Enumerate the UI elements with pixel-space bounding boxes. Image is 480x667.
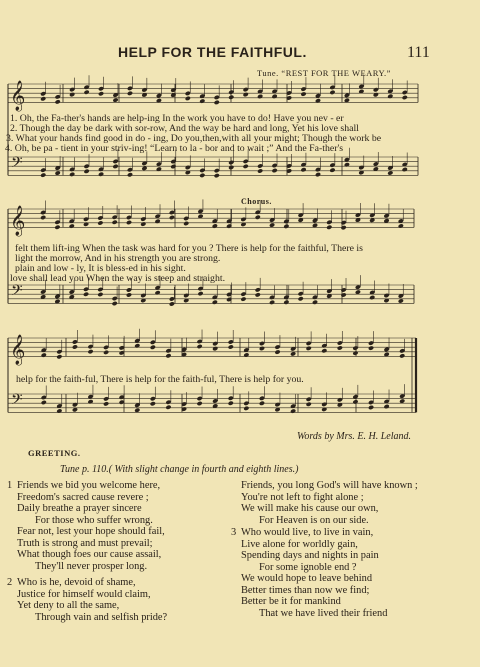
verse-line: Friends, you long God's will have known ; (241, 480, 418, 491)
greeting-tune-note: Tune p. 110.( With slight change in fourth and eighth lines.) (60, 464, 299, 475)
note-head (150, 401, 156, 406)
verse-line: Yet deny to all the same, (17, 600, 120, 611)
note-head (112, 164, 118, 169)
verse-line: Who would live, to live in vain, (241, 527, 374, 538)
page-number: 111 (407, 44, 430, 61)
note-head (165, 405, 171, 410)
note-head (155, 290, 161, 295)
note-head (274, 349, 280, 354)
note-head (212, 346, 218, 351)
note-head (384, 404, 390, 409)
verse-line: Daily breathe a prayer sincere (17, 503, 142, 514)
note-head (214, 173, 220, 178)
note-head (306, 346, 312, 351)
note-head (398, 298, 404, 303)
note-head (259, 401, 265, 406)
note-head (72, 344, 78, 349)
note-head (197, 344, 203, 349)
note-head (214, 100, 220, 105)
note-head (185, 96, 191, 101)
note-head (399, 353, 405, 358)
note-head (369, 295, 375, 300)
verse-line: Through vain and selfish pride? (35, 611, 168, 623)
bass-clef-icon: 𝄢 (11, 282, 23, 303)
lyric-line: love shall lead you When the way is steep and straight. (10, 273, 226, 284)
verse-line: For Heaven is on our side. (259, 514, 369, 526)
verse-line: Friends we bid you welcome here, (17, 480, 161, 491)
note-head (69, 172, 75, 177)
note-head (134, 343, 140, 348)
verse-number: 3 (231, 527, 237, 538)
verse-line: For some ignoble end ? (259, 561, 357, 573)
note-head (98, 91, 104, 96)
verse-2-continued (241, 480, 418, 526)
lyric-line: 3. What your hands find good in do - ing, Do you,then,with all your might; Though the work be (6, 133, 382, 144)
verse-line: You're not left to fight alone ; (241, 491, 364, 503)
note-head (126, 292, 132, 297)
verse-line: Freedom's sacred cause revere ; (17, 491, 149, 503)
note-head (183, 221, 189, 226)
note-head (98, 172, 104, 177)
note-head (170, 164, 176, 169)
note-head (272, 94, 278, 99)
verse-line: Truth is strong and must prevail; (17, 537, 153, 549)
note-head (87, 349, 93, 354)
greeting-title: GREETING. (28, 448, 81, 458)
note-head (352, 399, 358, 404)
note-head (315, 172, 321, 177)
verse-line: They'll never prosper long. (35, 560, 148, 572)
note-head (97, 220, 103, 225)
note-head (212, 300, 218, 305)
verse-1 (7, 480, 165, 572)
verse-3 (231, 527, 388, 619)
note-head (83, 292, 89, 297)
note-head (398, 223, 404, 228)
note-head (197, 401, 203, 406)
note-head (140, 221, 146, 226)
note-head (283, 224, 289, 229)
note-head (341, 292, 347, 297)
note-head (55, 170, 61, 175)
lyric-line: help for the faith-ful, There is help for the faith-ful, There is help for you. (16, 374, 304, 385)
verse-line: Better times than now we find; (241, 584, 370, 596)
treble-clef-icon: 𝄞 (10, 81, 26, 111)
note-head (344, 162, 350, 167)
tune-label: Tune. “REST FOR THE WEARY.” (257, 68, 391, 78)
note-head (257, 94, 263, 99)
note-head (169, 215, 175, 220)
note-head (40, 172, 46, 177)
note-head (337, 345, 343, 350)
note-head (312, 300, 318, 305)
note-head (368, 405, 374, 410)
note-head (155, 219, 161, 224)
note-head (243, 406, 249, 411)
note-head (112, 220, 118, 225)
lyric-line: 2. Though the day be dark with sor-row, And the way be hard and long, Yet his love shall (10, 123, 359, 134)
note-head (165, 353, 171, 358)
note-head (329, 90, 335, 95)
note-head (83, 222, 89, 227)
note-head (112, 97, 118, 102)
note-head (298, 296, 304, 301)
verse-number: 1 (7, 480, 13, 491)
verse-number: 2 (7, 577, 13, 588)
lyric-line: 4. Oh, be pa - tient in your striv-ing! “Learn to la - bor and to wait ;” And the Fa-ther's (5, 143, 344, 154)
note-head (257, 168, 263, 173)
verse-line: Live alone for worldly gain, (241, 538, 358, 550)
note-head (368, 345, 374, 350)
note-head (272, 168, 278, 173)
note-head (56, 354, 62, 359)
note-head (402, 95, 408, 100)
note-head (69, 92, 75, 97)
verse-line: Who is he, devoid of shame, (17, 577, 136, 588)
note-head (126, 220, 132, 225)
note-head (259, 346, 265, 351)
note-head (103, 401, 109, 406)
chorus-label: Chorus. (241, 197, 272, 206)
lyric-line: felt them lift-ing When the task was hard for you ? There is help for the faithful, There is (15, 243, 363, 254)
note-head (69, 223, 75, 228)
note-head (40, 96, 46, 101)
note-head (56, 408, 62, 413)
note-head (240, 222, 246, 227)
note-head (255, 215, 261, 220)
note-head (306, 402, 312, 407)
treble-clef-icon: 𝄞 (10, 206, 26, 236)
verse-2 (7, 577, 168, 623)
note-head (387, 94, 393, 99)
note-head (352, 350, 358, 355)
note-head (290, 408, 296, 413)
note-head (255, 292, 261, 297)
note-head (387, 170, 393, 175)
verse-line: Fear not, lest your hope should fail, (17, 526, 165, 537)
note-head (269, 222, 275, 227)
note-head (199, 173, 205, 178)
note-head (300, 91, 306, 96)
note-head (212, 223, 218, 228)
note-head (127, 91, 133, 96)
note-head (103, 350, 109, 355)
note-head (84, 90, 90, 95)
note-head (329, 168, 335, 173)
note-head (55, 99, 61, 104)
page-title: HELP FOR THE FAITHFUL. (118, 44, 307, 60)
note-head (402, 167, 408, 172)
note-head (97, 292, 103, 297)
bass-clef-icon: 𝄢 (11, 154, 23, 175)
lyric-line: plain and low - ly, It is bless-ed in his sight. (15, 263, 186, 274)
bass-clef-icon: 𝄢 (11, 391, 23, 412)
note-head (54, 225, 60, 230)
verse-line: That we have lived their friend (259, 607, 388, 619)
words-credit: Words by Mrs. E. H. Leland. (297, 431, 411, 442)
verse-line: Better be it for mankind (241, 596, 341, 607)
note-head (150, 345, 156, 350)
note-head (243, 92, 249, 97)
lyric-line: 1. Oh, the Fa-ther's hands are help-ing In the work you have to do! Have you nev - er (10, 113, 344, 124)
note-head (228, 401, 234, 406)
note-head (283, 300, 289, 305)
note-head (300, 167, 306, 172)
verse-line: For those who suffer wrong. (35, 514, 153, 526)
lyric-line: light the morrow, And in his strength you are strong. (15, 253, 221, 264)
verse-line: We will make his cause our own, (241, 503, 379, 514)
note-head (243, 352, 249, 357)
verse-line: Justice for himself would claim, (17, 588, 151, 600)
verse-line: What though foes our cause assail, (17, 549, 162, 560)
note-head (269, 300, 275, 305)
note-head (40, 215, 46, 220)
note-head (127, 172, 133, 177)
note-head (326, 225, 332, 230)
note-head (228, 344, 234, 349)
note-head (112, 301, 118, 306)
note-head (199, 98, 205, 103)
note-head (197, 291, 203, 296)
note-head (321, 348, 327, 353)
note-head (341, 225, 347, 230)
note-head (41, 400, 47, 405)
note-head (41, 352, 47, 357)
note-head (243, 164, 249, 169)
treble-clef-icon: 𝄞 (10, 335, 26, 365)
note-head (84, 169, 90, 174)
verse-line: We would hope to leave behind (241, 573, 373, 584)
note-head (240, 296, 246, 301)
note-head (169, 301, 175, 306)
verse-line: Spending days and nights in pain (241, 550, 379, 561)
note-head (87, 399, 93, 404)
